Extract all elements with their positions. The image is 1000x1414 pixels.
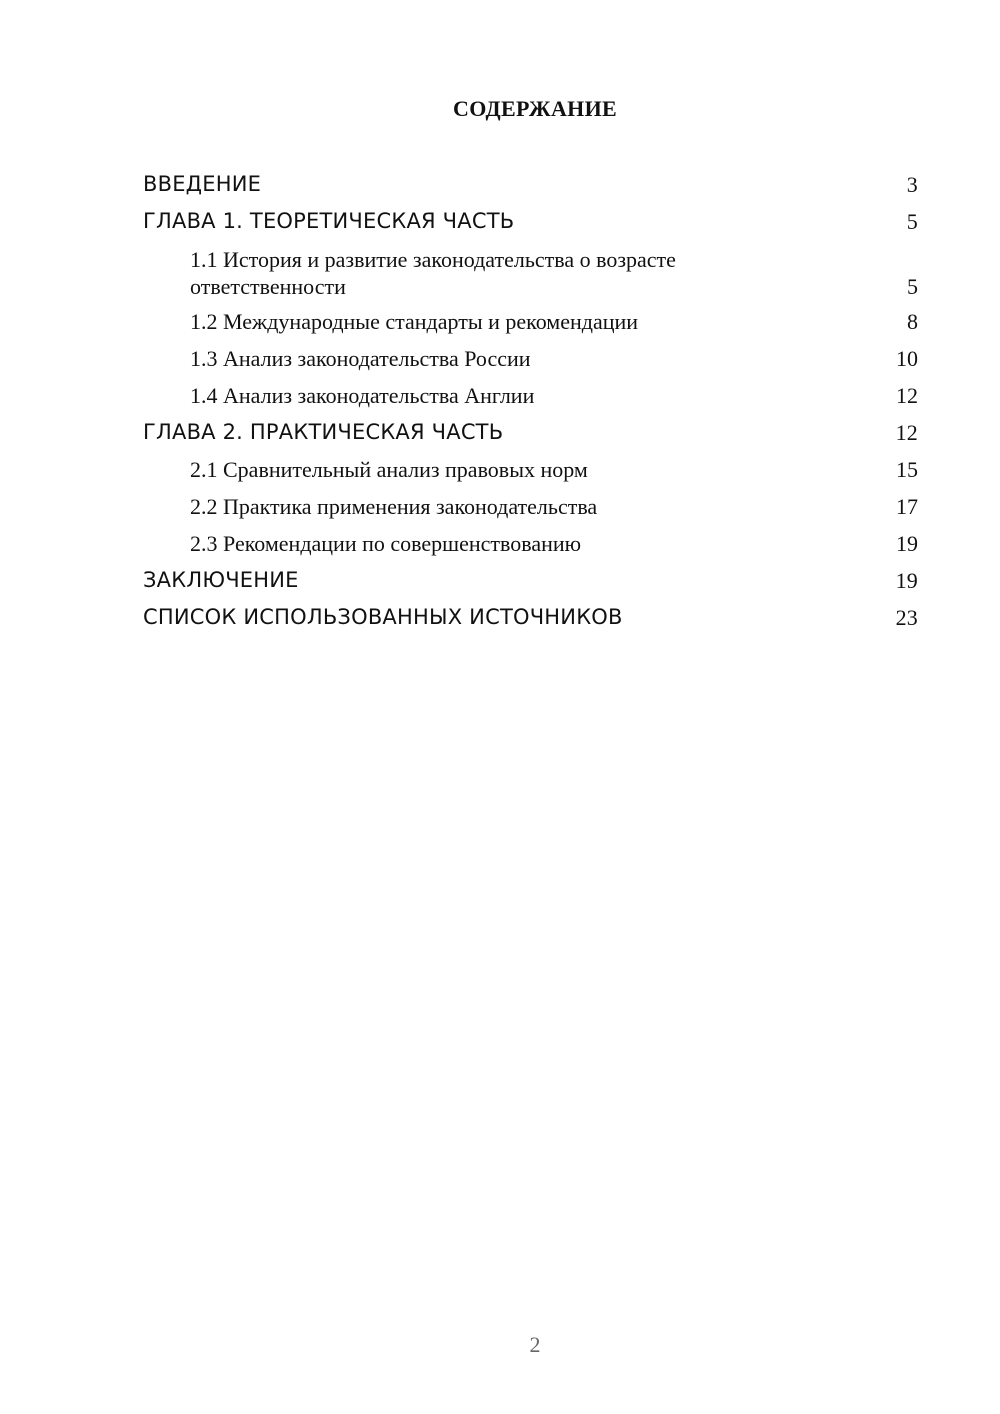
toc-entry-label: ГЛАВА 1. ТЕОРЕТИЧЕСКАЯ ЧАСТЬ bbox=[143, 209, 515, 233]
toc-entry-conclusion[interactable] bbox=[143, 564, 918, 601]
toc-entry-section-2-3[interactable] bbox=[143, 527, 918, 564]
toc-entry-section-1-3[interactable] bbox=[143, 342, 918, 379]
toc-entry-page: 3 bbox=[906, 172, 918, 197]
toc-entry-chapter-1[interactable] bbox=[143, 205, 918, 242]
toc-entry-page: 19 bbox=[895, 568, 918, 593]
toc-entry-label: 2.2 Практика применения законодательства bbox=[190, 494, 598, 519]
toc-entry-page: 17 bbox=[896, 494, 918, 519]
toc-entry-page: 8 bbox=[907, 309, 918, 334]
toc-entry-label: 1.4 Анализ законодательства Англии bbox=[190, 383, 535, 408]
toc-entry-label: ВВЕДЕНИЕ bbox=[143, 172, 262, 196]
toc-entry-label: СПИСОК ИСПОЛЬЗОВАННЫХ ИСТОЧНИКОВ bbox=[143, 605, 623, 629]
toc-entry-page: 15 bbox=[896, 457, 918, 482]
toc-entry-page: 5 bbox=[906, 209, 918, 234]
toc-entry-page: 10 bbox=[896, 346, 918, 371]
toc-entry-section-2-2[interactable] bbox=[143, 490, 918, 527]
toc-entry-label: 1.2 Международные стандарты и рекомендации bbox=[190, 309, 639, 334]
toc-entry-section-2-1[interactable] bbox=[143, 453, 918, 490]
toc-entry-introduction[interactable] bbox=[143, 168, 918, 205]
toc-title: СОДЕРЖАНИЕ bbox=[453, 96, 617, 121]
toc-entry-label: ГЛАВА 2. ПРАКТИЧЕСКАЯ ЧАСТЬ bbox=[143, 420, 504, 444]
toc-entry-section-1-4[interactable] bbox=[143, 379, 918, 416]
toc-entry-label: 2.1 Сравнительный анализ правовых норм bbox=[190, 457, 588, 482]
table-of-contents bbox=[143, 168, 918, 638]
toc-entry-references[interactable] bbox=[143, 601, 918, 638]
toc-entry-page: 12 bbox=[896, 383, 918, 408]
toc-entry-page: 12 bbox=[895, 420, 918, 445]
toc-entry-label: ЗАКЛЮЧЕНИЕ bbox=[143, 568, 299, 592]
toc-entry-label: 1.3 Анализ законодательства России bbox=[190, 346, 531, 371]
toc-entry-section-1-1[interactable] bbox=[143, 242, 918, 305]
toc-entry-label: 1.1 История и развитие законодательства о возрасте ответственности bbox=[190, 247, 676, 299]
toc-entry-page: 5 bbox=[907, 274, 918, 299]
toc-entry-section-1-2[interactable] bbox=[143, 305, 918, 342]
toc-entry-page: 19 bbox=[896, 531, 918, 556]
toc-entry-page: 23 bbox=[895, 605, 918, 630]
toc-entry-chapter-2[interactable] bbox=[143, 416, 918, 453]
toc-entry-label: 2.3 Рекомендации по совершенствованию bbox=[190, 531, 582, 556]
page-number: 2 bbox=[529, 1332, 541, 1357]
